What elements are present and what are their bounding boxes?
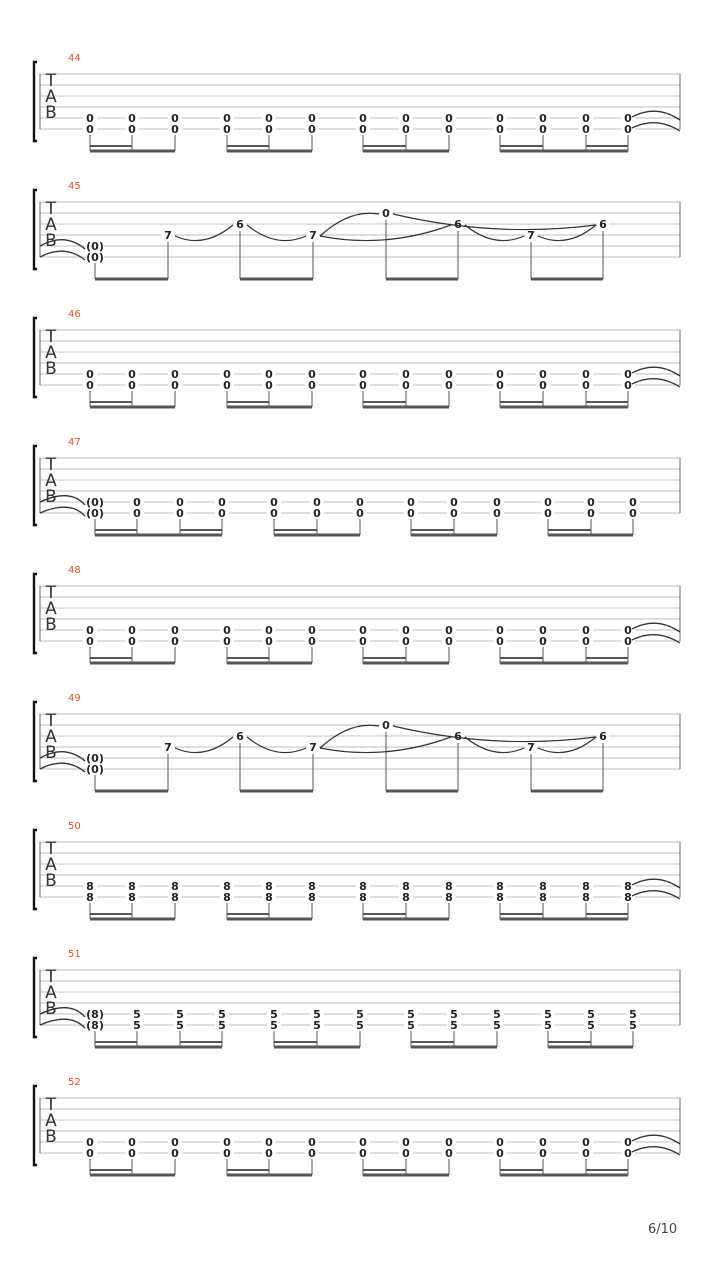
fret-number: 0 xyxy=(402,112,410,125)
system-bracket xyxy=(34,190,37,269)
fret-number: 0 xyxy=(359,123,367,136)
measure-number: 45 xyxy=(68,181,81,192)
fret-number: (0) xyxy=(86,763,104,776)
fret-number: 0 xyxy=(544,507,552,520)
tab-clef-letter: T xyxy=(45,71,57,91)
slur xyxy=(320,213,379,236)
fret-number: 0 xyxy=(308,1147,316,1160)
tab-clef-letter: T xyxy=(45,967,57,987)
tab-clef-letter: A xyxy=(45,87,57,107)
tab-clef-letter: T xyxy=(45,1095,57,1115)
fret-number: 0 xyxy=(313,496,321,509)
fret-number: 0 xyxy=(445,123,453,136)
tab-clef-letter: A xyxy=(45,983,57,1003)
fret-number: 0 xyxy=(629,496,637,509)
fret-number: 0 xyxy=(128,1147,136,1160)
tab-clef-letter: B xyxy=(45,487,57,507)
fret-number: 0 xyxy=(265,368,273,381)
fret-number: 8 xyxy=(496,880,504,893)
tie-arc xyxy=(632,111,680,120)
fret-number: 0 xyxy=(171,635,179,648)
tab-clef-letter: A xyxy=(45,215,57,235)
tab-clef-letter: B xyxy=(45,103,57,123)
fret-number: (8) xyxy=(86,1008,104,1021)
fret-number: 0 xyxy=(544,496,552,509)
fret-number: 0 xyxy=(359,624,367,637)
fret-number: 5 xyxy=(544,1019,552,1032)
fret-number: 0 xyxy=(496,624,504,637)
fret-number: 8 xyxy=(624,891,632,904)
fret-number: 0 xyxy=(86,112,94,125)
fret-number: 0 xyxy=(445,112,453,125)
fret-number: 0 xyxy=(382,719,390,732)
tab-clef-letter: A xyxy=(45,727,57,747)
slur xyxy=(247,737,306,753)
fret-number: 5 xyxy=(544,1008,552,1021)
fret-number: 0 xyxy=(582,123,590,136)
fret-number: 0 xyxy=(359,379,367,392)
fret-number: 0 xyxy=(171,368,179,381)
fret-number: 0 xyxy=(308,635,316,648)
fret-number: 0 xyxy=(407,507,415,520)
tie-arc xyxy=(632,1147,680,1155)
fret-number: 8 xyxy=(171,880,179,893)
fret-number: 0 xyxy=(402,1147,410,1160)
fret-number: 0 xyxy=(270,496,278,509)
fret-number: 8 xyxy=(496,891,504,904)
tab-clef-letter: B xyxy=(45,615,57,635)
fret-number: 0 xyxy=(496,1147,504,1160)
fret-number: 0 xyxy=(496,368,504,381)
fret-number: 0 xyxy=(382,207,390,220)
fret-number: 0 xyxy=(582,368,590,381)
system-bracket xyxy=(34,1086,37,1165)
fret-number: 7 xyxy=(309,229,317,242)
fret-number: 0 xyxy=(308,123,316,136)
tie-arc xyxy=(40,251,85,260)
tab-clef-letter: T xyxy=(45,455,57,475)
fret-number: 0 xyxy=(402,123,410,136)
measure-number: 51 xyxy=(68,949,81,960)
fret-number: (0) xyxy=(86,251,104,264)
fret-number: 5 xyxy=(493,1008,501,1021)
fret-number: 0 xyxy=(539,635,547,648)
fret-number: 5 xyxy=(493,1019,501,1032)
fret-number: 5 xyxy=(356,1019,364,1032)
measure-number: 44 xyxy=(68,53,81,64)
fret-number: 0 xyxy=(128,123,136,136)
fret-number: 8 xyxy=(265,891,273,904)
tab-clef-letter: B xyxy=(45,999,57,1019)
measure-number: 46 xyxy=(68,309,81,320)
tie-arc xyxy=(40,507,85,516)
fret-number: 0 xyxy=(171,123,179,136)
fret-number: 0 xyxy=(223,1147,231,1160)
fret-number: 0 xyxy=(223,379,231,392)
fret-number: 7 xyxy=(309,741,317,754)
fret-number: 0 xyxy=(265,635,273,648)
fret-number: 0 xyxy=(587,507,595,520)
fret-number: 6 xyxy=(236,730,244,743)
fret-number: 0 xyxy=(624,635,632,648)
fret-number: 0 xyxy=(218,496,226,509)
fret-number: 0 xyxy=(223,368,231,381)
tie-arc xyxy=(632,123,680,131)
fret-number: 0 xyxy=(582,635,590,648)
fret-number: 0 xyxy=(582,379,590,392)
fret-number: 0 xyxy=(450,507,458,520)
fret-number: 7 xyxy=(164,229,172,242)
fret-number: 0 xyxy=(308,1136,316,1149)
slur xyxy=(320,725,379,748)
fret-number: 5 xyxy=(218,1019,226,1032)
fret-number: 0 xyxy=(356,507,364,520)
fret-number: 8 xyxy=(402,880,410,893)
slur xyxy=(175,737,233,753)
fret-number: 0 xyxy=(402,1136,410,1149)
system-bracket xyxy=(34,318,37,397)
fret-number: 0 xyxy=(407,496,415,509)
fret-number: 0 xyxy=(308,112,316,125)
fret-number: 0 xyxy=(359,1147,367,1160)
fret-number: 0 xyxy=(539,624,547,637)
slur xyxy=(538,737,596,753)
fret-number: 5 xyxy=(356,1008,364,1021)
fret-number: 8 xyxy=(86,891,94,904)
fret-number: 0 xyxy=(223,635,231,648)
fret-number: 0 xyxy=(496,635,504,648)
system-bracket xyxy=(34,830,37,909)
fret-number: 0 xyxy=(176,507,184,520)
fret-number: 0 xyxy=(582,1147,590,1160)
fret-number: 8 xyxy=(359,880,367,893)
fret-number: 0 xyxy=(308,368,316,381)
fret-number: 0 xyxy=(223,123,231,136)
fret-number: 0 xyxy=(493,496,501,509)
fret-number: 5 xyxy=(270,1019,278,1032)
slur xyxy=(393,726,596,742)
fret-number: 0 xyxy=(402,635,410,648)
fret-number: 0 xyxy=(171,1147,179,1160)
fret-number: 0 xyxy=(86,624,94,637)
fret-number: 0 xyxy=(265,1147,273,1160)
fret-number: 0 xyxy=(265,624,273,637)
fret-number: 8 xyxy=(223,891,231,904)
fret-number: 0 xyxy=(86,123,94,136)
fret-number: 0 xyxy=(86,368,94,381)
fret-number: 5 xyxy=(176,1019,184,1032)
fret-number: 0 xyxy=(496,379,504,392)
fret-number: 8 xyxy=(582,891,590,904)
fret-number: 0 xyxy=(582,112,590,125)
fret-number: 0 xyxy=(493,507,501,520)
fret-number: 0 xyxy=(445,379,453,392)
fret-number: 6 xyxy=(236,218,244,231)
fret-number: 0 xyxy=(356,496,364,509)
fret-number: (0) xyxy=(86,507,104,520)
fret-number: 0 xyxy=(539,379,547,392)
fret-number: 5 xyxy=(450,1019,458,1032)
fret-number: 0 xyxy=(624,112,632,125)
measure-number: 49 xyxy=(68,693,81,704)
tab-clef-letter: A xyxy=(45,1111,57,1131)
fret-number: 0 xyxy=(223,112,231,125)
fret-number: 0 xyxy=(539,123,547,136)
tab-clef-letter: A xyxy=(45,599,57,619)
slur xyxy=(247,225,306,241)
tab-clef-letter: B xyxy=(45,359,57,379)
fret-number: 0 xyxy=(445,1147,453,1160)
fret-number: 8 xyxy=(223,880,231,893)
tie-arc xyxy=(632,1135,680,1144)
fret-number: 5 xyxy=(587,1008,595,1021)
fret-number: 0 xyxy=(587,496,595,509)
fret-number: 0 xyxy=(308,379,316,392)
fret-number: 5 xyxy=(450,1008,458,1021)
system-bracket xyxy=(34,574,37,653)
system-bracket xyxy=(34,62,37,141)
fret-number: 0 xyxy=(445,368,453,381)
fret-number: 5 xyxy=(176,1008,184,1021)
fret-number: 8 xyxy=(128,891,136,904)
fret-number: 0 xyxy=(265,1136,273,1149)
tab-clef-letter: T xyxy=(45,199,57,219)
fret-number: 5 xyxy=(587,1019,595,1032)
slur xyxy=(175,225,233,241)
tab-clef-letter: B xyxy=(45,231,57,251)
fret-number: 0 xyxy=(133,507,141,520)
tab-clef-letter: T xyxy=(45,839,57,859)
fret-number: 8 xyxy=(128,880,136,893)
fret-number: 8 xyxy=(445,891,453,904)
fret-number: 6 xyxy=(599,218,607,231)
fret-number: 8 xyxy=(359,891,367,904)
tab-clef-letter: T xyxy=(45,327,57,347)
fret-number: 0 xyxy=(402,624,410,637)
fret-number: 8 xyxy=(402,891,410,904)
measure-number: 52 xyxy=(68,1077,81,1088)
fret-number: 0 xyxy=(624,624,632,637)
tie-arc xyxy=(632,891,680,899)
fret-number: 0 xyxy=(223,624,231,637)
fret-number: 0 xyxy=(128,1136,136,1149)
measure-number: 50 xyxy=(68,821,81,832)
tab-clef-letter: A xyxy=(45,855,57,875)
fret-number: 8 xyxy=(308,891,316,904)
tie-arc xyxy=(632,623,680,632)
fret-number: 0 xyxy=(496,112,504,125)
page-number: 6/10 xyxy=(648,1222,678,1237)
fret-number: 0 xyxy=(133,496,141,509)
fret-number: 7 xyxy=(527,741,535,754)
fret-number: 0 xyxy=(128,624,136,637)
fret-number: 0 xyxy=(313,507,321,520)
fret-number: 0 xyxy=(359,635,367,648)
tab-clef-letter: A xyxy=(45,343,57,363)
fret-number: 0 xyxy=(128,635,136,648)
fret-number: 8 xyxy=(171,891,179,904)
measure-number: 48 xyxy=(68,565,81,576)
fret-number: 0 xyxy=(629,507,637,520)
fret-number: 5 xyxy=(133,1019,141,1032)
fret-number: 0 xyxy=(496,1136,504,1149)
fret-number: 0 xyxy=(218,507,226,520)
fret-number: (0) xyxy=(86,496,104,509)
tab-clef-letter: A xyxy=(45,471,57,491)
fret-number: 5 xyxy=(270,1008,278,1021)
tab-clef-letter: B xyxy=(45,871,57,891)
fret-number: 0 xyxy=(171,624,179,637)
fret-number: 0 xyxy=(128,368,136,381)
fret-number: 0 xyxy=(624,379,632,392)
fret-number: 0 xyxy=(128,112,136,125)
fret-number: 0 xyxy=(265,112,273,125)
fret-number: 0 xyxy=(582,624,590,637)
fret-number: 8 xyxy=(624,880,632,893)
fret-number: (0) xyxy=(86,240,104,253)
fret-number: 0 xyxy=(265,123,273,136)
fret-number: 0 xyxy=(359,1136,367,1149)
fret-number: 8 xyxy=(539,880,547,893)
fret-number: 0 xyxy=(270,507,278,520)
fret-number: (0) xyxy=(86,752,104,765)
fret-number: 0 xyxy=(171,379,179,392)
system-bracket xyxy=(34,702,37,781)
fret-number: 8 xyxy=(265,880,273,893)
fret-number: 0 xyxy=(445,1136,453,1149)
tie-arc xyxy=(632,367,680,376)
fret-number: (8) xyxy=(86,1019,104,1032)
fret-number: 0 xyxy=(539,1136,547,1149)
fret-number: 0 xyxy=(496,123,504,136)
tie-arc xyxy=(632,379,680,387)
fret-number: 0 xyxy=(624,1136,632,1149)
fret-number: 0 xyxy=(582,1136,590,1149)
tie-arc xyxy=(632,879,680,888)
fret-number: 5 xyxy=(629,1019,637,1032)
slur xyxy=(538,225,596,241)
fret-number: 0 xyxy=(359,368,367,381)
fret-number: 6 xyxy=(454,730,462,743)
tab-clef-letter: B xyxy=(45,1127,57,1147)
fret-number: 0 xyxy=(86,635,94,648)
fret-number: 0 xyxy=(128,379,136,392)
fret-number: 5 xyxy=(407,1019,415,1032)
fret-number: 7 xyxy=(527,229,535,242)
system-bracket xyxy=(34,958,37,1037)
fret-number: 8 xyxy=(86,880,94,893)
fret-number: 8 xyxy=(539,891,547,904)
fret-number: 0 xyxy=(402,379,410,392)
tie-arc xyxy=(632,635,680,643)
fret-number: 0 xyxy=(539,368,547,381)
fret-number: 0 xyxy=(402,368,410,381)
fret-number: 5 xyxy=(313,1008,321,1021)
fret-number: 0 xyxy=(86,1147,94,1160)
tab-clef-letter: B xyxy=(45,743,57,763)
fret-number: 5 xyxy=(133,1008,141,1021)
fret-number: 0 xyxy=(539,1147,547,1160)
fret-number: 8 xyxy=(582,880,590,893)
fret-number: 6 xyxy=(454,218,462,231)
fret-number: 0 xyxy=(624,368,632,381)
fret-number: 5 xyxy=(218,1008,226,1021)
fret-number: 0 xyxy=(445,635,453,648)
fret-number: 0 xyxy=(445,624,453,637)
fret-number: 6 xyxy=(599,730,607,743)
tab-clef-letter: T xyxy=(45,583,57,603)
fret-number: 7 xyxy=(164,741,172,754)
fret-number: 0 xyxy=(624,123,632,136)
fret-number: 0 xyxy=(450,496,458,509)
fret-number: 0 xyxy=(86,1136,94,1149)
fret-number: 0 xyxy=(265,379,273,392)
slur xyxy=(393,214,596,230)
fret-number: 0 xyxy=(624,1147,632,1160)
fret-number: 8 xyxy=(445,880,453,893)
measure-number: 47 xyxy=(68,437,81,448)
fret-number: 0 xyxy=(86,379,94,392)
fret-number: 0 xyxy=(539,112,547,125)
fret-number: 0 xyxy=(171,112,179,125)
tie-arc xyxy=(40,1019,85,1028)
fret-number: 0 xyxy=(223,1136,231,1149)
fret-number: 0 xyxy=(171,1136,179,1149)
tab-clef-letter: T xyxy=(45,711,57,731)
system-bracket xyxy=(34,446,37,525)
fret-number: 0 xyxy=(176,496,184,509)
fret-number: 5 xyxy=(313,1019,321,1032)
fret-number: 0 xyxy=(359,112,367,125)
fret-number: 0 xyxy=(308,624,316,637)
fret-number: 8 xyxy=(308,880,316,893)
fret-number: 5 xyxy=(407,1008,415,1021)
tie-arc xyxy=(40,763,85,772)
fret-number: 5 xyxy=(629,1008,637,1021)
